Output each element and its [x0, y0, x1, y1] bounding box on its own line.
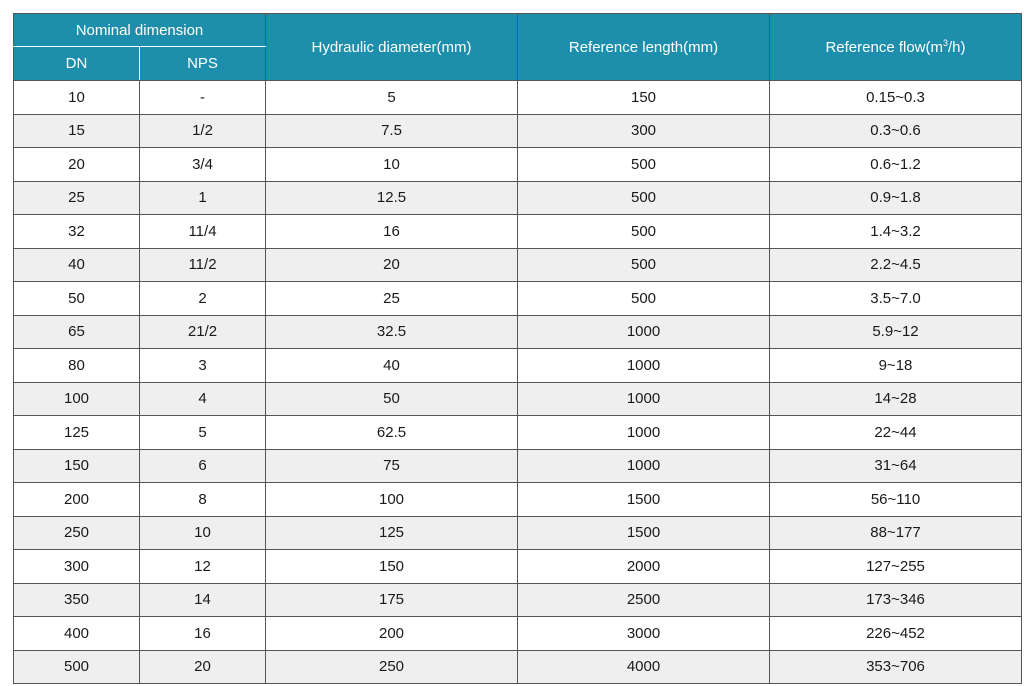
- reference-flow-cell: 0.6~1.2: [770, 148, 1022, 182]
- nps-header: NPS: [140, 47, 266, 81]
- dn-cell: 200: [14, 483, 140, 517]
- hydraulic-diameter-cell: 25: [266, 282, 518, 316]
- nps-cell: -: [140, 81, 266, 115]
- nps-cell: 14: [140, 583, 266, 617]
- nps-cell: 16: [140, 617, 266, 651]
- dn-cell: 350: [14, 583, 140, 617]
- nps-cell: 3/4: [140, 148, 266, 182]
- reference-length-cell: 500: [518, 248, 770, 282]
- dn-cell: 15: [14, 114, 140, 148]
- hydraulic-diameter-cell: 175: [266, 583, 518, 617]
- table-row: [14, 483, 1022, 517]
- reference-length-cell: 2000: [518, 550, 770, 584]
- reference-length-cell: 1000: [518, 449, 770, 483]
- nps-cell: 11/2: [140, 248, 266, 282]
- hydraulic-diameter-cell: 50: [266, 382, 518, 416]
- dn-cell: 65: [14, 315, 140, 349]
- nps-cell: 5: [140, 416, 266, 450]
- hydraulic-diameter-cell: 5: [266, 81, 518, 115]
- reference-length-header: Reference length(mm): [518, 14, 770, 81]
- nps-cell: 6: [140, 449, 266, 483]
- nps-cell: 4: [140, 382, 266, 416]
- table-row: [14, 315, 1022, 349]
- table-row: [14, 282, 1022, 316]
- nps-cell: 3: [140, 349, 266, 383]
- reference-flow-cell: 2.2~4.5: [770, 248, 1022, 282]
- table-row: [14, 416, 1022, 450]
- hydraulic-diameter-cell: 125: [266, 516, 518, 550]
- reference-length-cell: 1000: [518, 416, 770, 450]
- hydraulic-diameter-cell: 250: [266, 650, 518, 684]
- reference-length-cell: 500: [518, 148, 770, 182]
- reference-flow-cell: 5.9~12: [770, 315, 1022, 349]
- dn-cell: 40: [14, 248, 140, 282]
- reference-length-cell: 1000: [518, 382, 770, 416]
- dn-cell: 150: [14, 449, 140, 483]
- reference-flow-cell: 22~44: [770, 416, 1022, 450]
- reference-length-cell: 2500: [518, 583, 770, 617]
- reference-flow-cell: 88~177: [770, 516, 1022, 550]
- table-row: [14, 148, 1022, 182]
- specification-table: [13, 13, 1022, 684]
- reference-length-cell: 150: [518, 81, 770, 115]
- table-row: [14, 248, 1022, 282]
- dn-cell: 500: [14, 650, 140, 684]
- dn-cell: 20: [14, 148, 140, 182]
- hydraulic-diameter-cell: 150: [266, 550, 518, 584]
- reference-length-cell: 4000: [518, 650, 770, 684]
- hydraulic-diameter-cell: 7.5: [266, 114, 518, 148]
- dn-cell: 250: [14, 516, 140, 550]
- dn-cell: 25: [14, 181, 140, 215]
- table-row: [14, 114, 1022, 148]
- reference-length-cell: 1000: [518, 349, 770, 383]
- table-body: [14, 81, 1022, 684]
- hydraulic-diameter-cell: 40: [266, 349, 518, 383]
- reference-length-cell: 300: [518, 114, 770, 148]
- hydraulic-diameter-cell: 12.5: [266, 181, 518, 215]
- table-row: [14, 215, 1022, 249]
- nps-cell: 10: [140, 516, 266, 550]
- nps-cell: 11/4: [140, 215, 266, 249]
- reference-length-cell: 3000: [518, 617, 770, 651]
- hydraulic-diameter-cell: 10: [266, 148, 518, 182]
- table-row: [14, 81, 1022, 115]
- dn-cell: 125: [14, 416, 140, 450]
- reference-flow-cell: 3.5~7.0: [770, 282, 1022, 316]
- dn-cell: 100: [14, 382, 140, 416]
- reference-length-cell: 1500: [518, 483, 770, 517]
- dn-cell: 80: [14, 349, 140, 383]
- reference-length-cell: 1500: [518, 516, 770, 550]
- dn-cell: 10: [14, 81, 140, 115]
- dn-cell: 32: [14, 215, 140, 249]
- nps-cell: 12: [140, 550, 266, 584]
- nps-cell: 1/2: [140, 114, 266, 148]
- hydraulic-diameter-cell: 62.5: [266, 416, 518, 450]
- dn-cell: 300: [14, 550, 140, 584]
- reference-length-cell: 500: [518, 282, 770, 316]
- reference-flow-cell: 56~110: [770, 483, 1022, 517]
- hydraulic-diameter-cell: 32.5: [266, 315, 518, 349]
- nps-cell: 21/2: [140, 315, 266, 349]
- table-row: [14, 349, 1022, 383]
- hydraulic-diameter-header: Hydraulic diameter(mm): [266, 14, 518, 81]
- table-row: [14, 617, 1022, 651]
- hydraulic-diameter-cell: 75: [266, 449, 518, 483]
- reference-length-cell: 500: [518, 215, 770, 249]
- reference-flow-cell: 0.9~1.8: [770, 181, 1022, 215]
- nps-cell: 2: [140, 282, 266, 316]
- table-row: [14, 181, 1022, 215]
- table-row: [14, 382, 1022, 416]
- table-header: [14, 14, 1022, 81]
- hydraulic-diameter-cell: 20: [266, 248, 518, 282]
- reference-flow-cell: 127~255: [770, 550, 1022, 584]
- header-row-top: [14, 14, 1022, 47]
- hydraulic-diameter-cell: 200: [266, 617, 518, 651]
- nps-cell: 20: [140, 650, 266, 684]
- reference-flow-cell: 0.3~0.6: [770, 114, 1022, 148]
- nominal-dimension-header: Nominal dimension: [14, 14, 266, 47]
- table-row: [14, 650, 1022, 684]
- dn-cell: 50: [14, 282, 140, 316]
- reference-length-cell: 500: [518, 181, 770, 215]
- table-row: [14, 516, 1022, 550]
- reference-flow-prefix: Reference flow(m: [825, 38, 943, 56]
- reference-flow-header: [770, 14, 1022, 81]
- nps-cell: 1: [140, 181, 266, 215]
- reference-flow-cell: 31~64: [770, 449, 1022, 483]
- table-row: [14, 449, 1022, 483]
- reference-flow-cell: 0.15~0.3: [770, 81, 1022, 115]
- reference-flow-superscript: 3: [943, 37, 949, 48]
- table-row: [14, 550, 1022, 584]
- hydraulic-diameter-cell: 16: [266, 215, 518, 249]
- hydraulic-diameter-cell: 100: [266, 483, 518, 517]
- reference-flow-cell: 1.4~3.2: [770, 215, 1022, 249]
- nps-cell: 8: [140, 483, 266, 517]
- reference-length-cell: 1000: [518, 315, 770, 349]
- reference-flow-cell: 14~28: [770, 382, 1022, 416]
- reference-flow-cell: 173~346: [770, 583, 1022, 617]
- reference-flow-cell: 226~452: [770, 617, 1022, 651]
- reference-flow-cell: 353~706: [770, 650, 1022, 684]
- reference-flow-cell: 9~18: [770, 349, 1022, 383]
- dn-cell: 400: [14, 617, 140, 651]
- dn-header: DN: [14, 47, 140, 81]
- table-row: [14, 583, 1022, 617]
- reference-flow-suffix: /h): [948, 38, 966, 56]
